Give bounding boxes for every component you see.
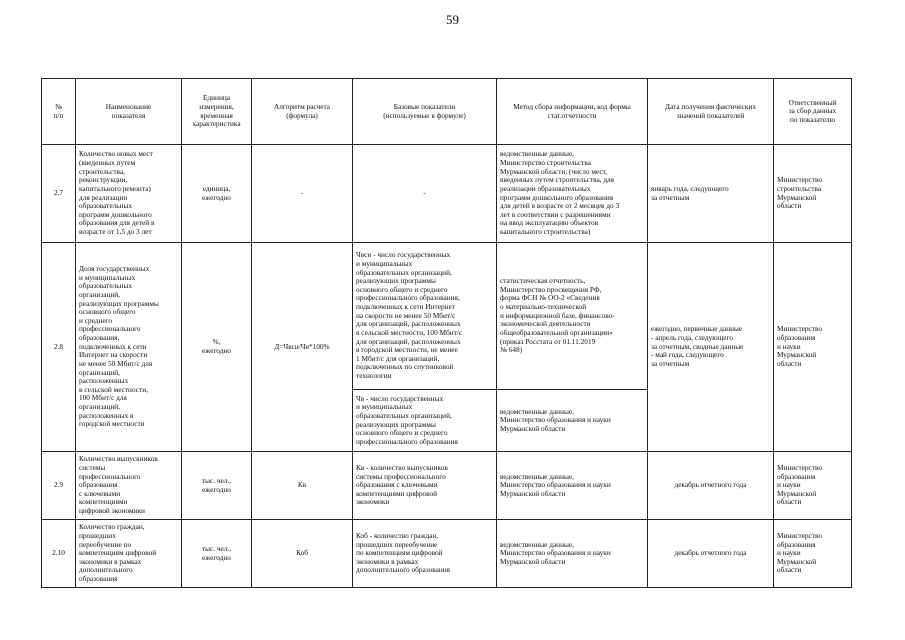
cell-algorithm: Кв	[252, 452, 353, 520]
cell-base: Чвси - число государственных и муниципальных образовательных организаций, реализующих программы основного общего и среднего профессионального образования, подключенных к сети Интернет на скорости не менее 50 Мбит/с для организаций, расположенных в сельской местности, 100 Мбит/с для организаций, расположенных в городской местности, не менее 1 Мбит/с для организаций, подключенных по спутниковой технологии	[353, 243, 497, 390]
cell-unit: тыс. чел., ежегодно	[182, 452, 252, 520]
cell-responsible: Министерство строительства Мурманской области	[774, 145, 852, 243]
cell-method: ведомственные данные, Министерство образования и науки Мурманской области	[497, 452, 648, 520]
header-row	[42, 79, 852, 145]
indicators-table	[41, 78, 852, 588]
cell-base: -	[353, 145, 497, 243]
cell-base: Коб - количество граждан, прошедших переобучение по компетенциям цифровой экономики в рамках дополнительного образования	[353, 520, 497, 588]
header-num: № п/п	[42, 79, 76, 145]
cell-num: 2.8	[42, 243, 76, 452]
cell-responsible: Министерство образования и науки Мурманской области	[774, 452, 852, 520]
cell-unit: тыс. чел., ежегодно	[182, 520, 252, 588]
cell-method: статистическая отчетность, Министерство просвещения РФ, форма ФСН № ОО-2 «Сведения о материально-технической и информационной базе, финансово- экономической деятельности общеобразовательной организации» (приказ Росстата от 01.11.2019 № 648)	[497, 243, 648, 390]
header-algorithm: Алгоритм расчета (формула)	[252, 79, 353, 145]
cell-unit: единица, ежегодно	[182, 145, 252, 243]
cell-algorithm: Коб	[252, 520, 353, 588]
header-unit: Единица измерения, временная характеристика	[182, 79, 252, 145]
table-row	[42, 243, 852, 390]
header-name: Наименование показателя	[76, 79, 182, 145]
cell-method: ведомственные данные, Министерство строительства Мурманской области, (число мест, введенных путем строительства, для реализации образовательных программ дошкольного образования для детей в возрасте от 2 месяцев до 3 лет в соответствии с разрешениями на ввод эксплуатацию объектов капитального строительства)	[497, 145, 648, 243]
header-responsible: Ответственный за сбор данных по показателю	[774, 79, 852, 145]
cell-date: декабрь отчетного года	[648, 452, 774, 520]
cell-name: Количество граждан, прошедших переобучение по компетенциям цифровой экономики в рамках дополнительного образования	[76, 520, 182, 588]
table-row	[42, 145, 852, 243]
cell-name: Количество новых мест (введенных путем строительства, реконструкции, капитального ремонта) для реализации образовательных программ дошкольного образования для детей в возрасте от 1,5 до 3 лет	[76, 145, 182, 243]
cell-base: Кв - количество выпускников системы профессионального образования с ключевыми компетенциями цифровой экономики	[353, 452, 497, 520]
cell-date: ежегодно, первичные данные - апрель года, следующего за отчетным, сводные данные - май года, следующего за отчетным	[648, 243, 774, 452]
page-number: 59	[446, 12, 459, 27]
cell-algorithm: Д=Чвси/Чв*100%	[252, 243, 353, 452]
cell-responsible: Министерство образования и науки Мурманской области	[774, 520, 852, 588]
header-method: Метод сбора информации, код формы стат.отчетности	[497, 79, 648, 145]
cell-date: январь года, следующего за отчетным	[648, 145, 774, 243]
cell-algorithm: -	[252, 145, 353, 243]
cell-num: 2.7	[42, 145, 76, 243]
cell-base: Чв - число государственных и муниципальных образовательных организаций, реализующих программы основного общего и среднего профессионального образования	[353, 390, 497, 452]
cell-method: ведомственные данные, Министерство образования и науки Мурманской области	[497, 390, 648, 452]
cell-date: декабрь отчетного года	[648, 520, 774, 588]
cell-name: Доля государственных и муниципальных образовательных организаций, реализующих программы основного общего и среднего профессионального образования, подключенных к сети Интернет на скорости не менее 50 Мбит/с для организаций, расположенных в сельской местности, 100 Мбит/с для организаций, расположенных в городской местности	[76, 243, 182, 452]
cell-responsible: Министерство образования и науки Мурманской области	[774, 243, 852, 452]
cell-unit: %, ежегодно	[182, 243, 252, 452]
cell-num: 2.9	[42, 452, 76, 520]
header-date: Дата получения фактических значений показателей	[648, 79, 774, 145]
table-row	[42, 452, 852, 520]
table-row	[42, 520, 852, 588]
header-base: Базовые показатели (используемые в формуле)	[353, 79, 497, 145]
cell-name: Количество выпускников системы профессионального образования с ключевыми компетенциями цифровой экономики	[76, 452, 182, 520]
cell-num: 2.10	[42, 520, 76, 588]
cell-method: ведомственные данные, Министерство образования и науки Мурманской области	[497, 520, 648, 588]
